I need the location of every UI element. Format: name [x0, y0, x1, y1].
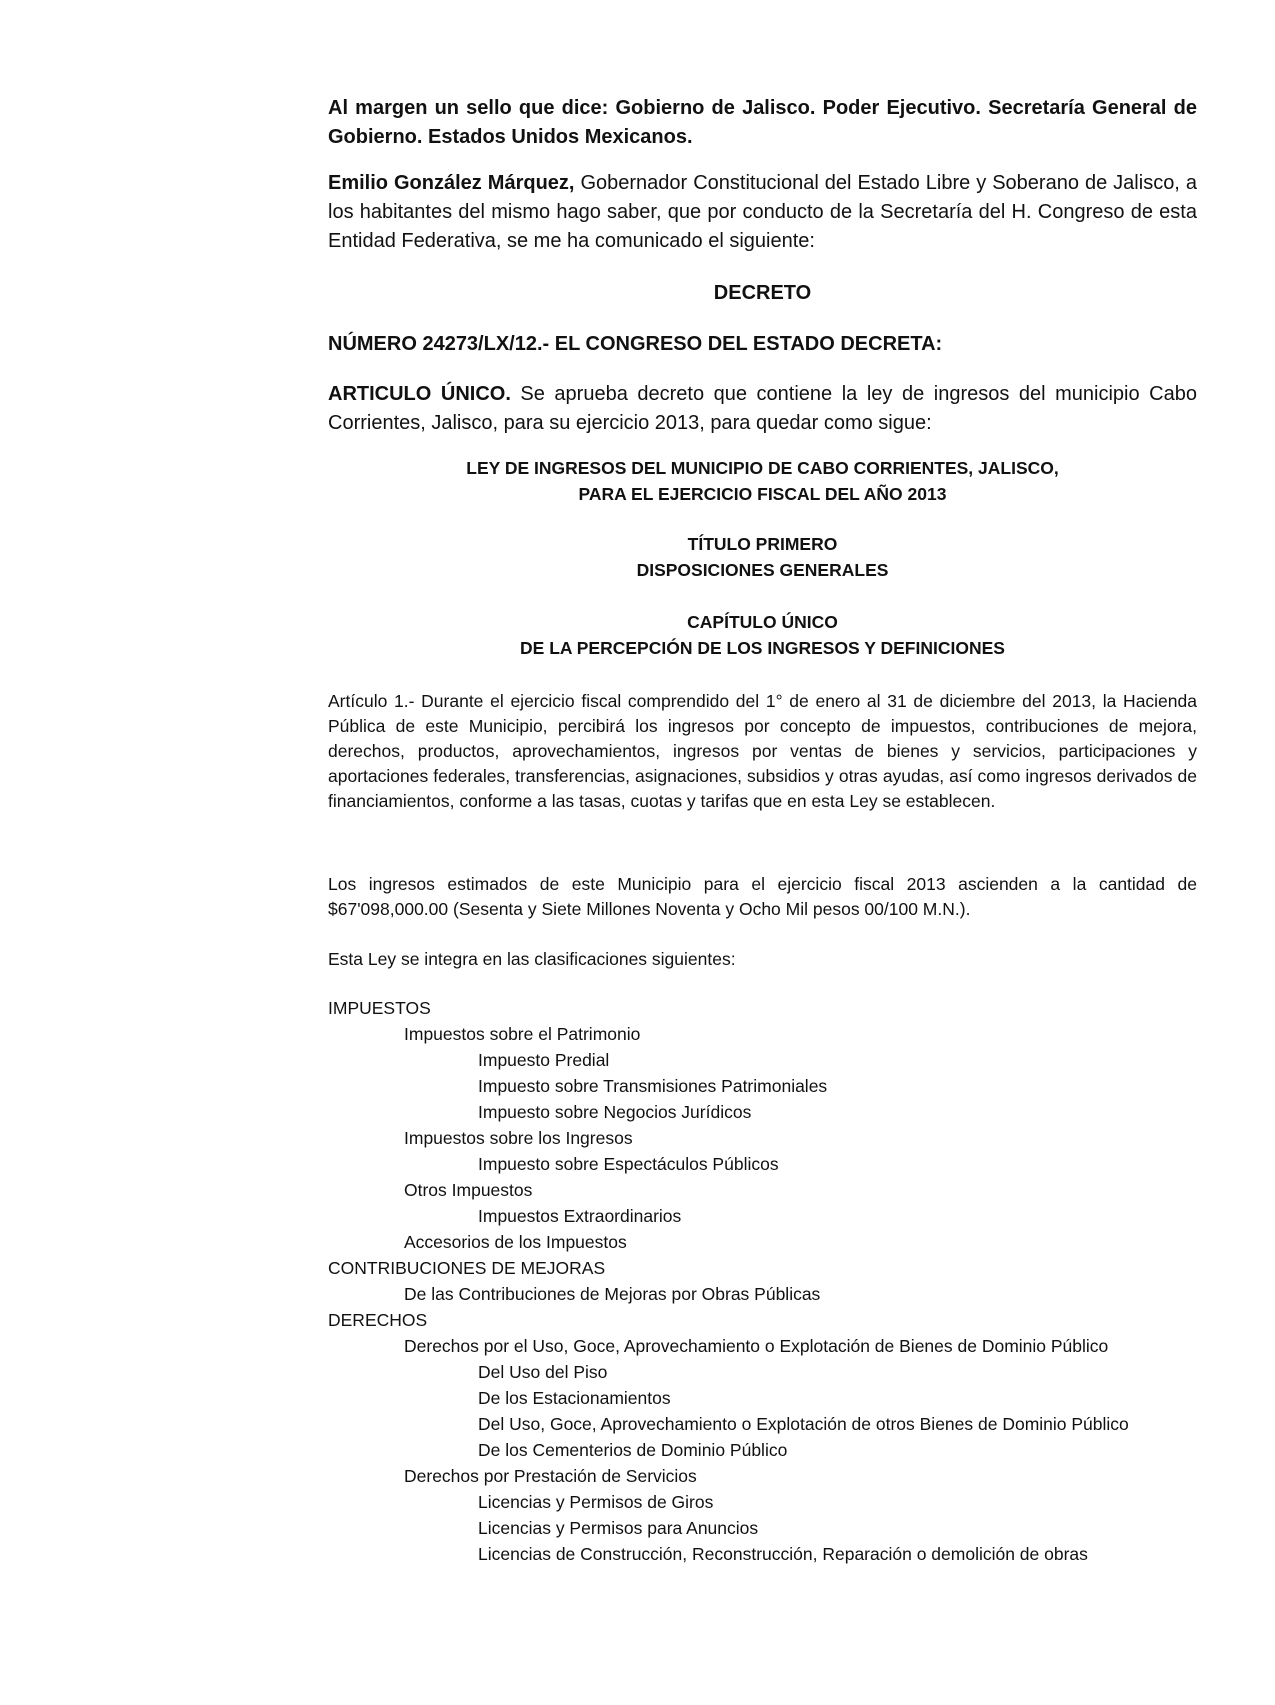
classification-item: Del Uso del Piso	[478, 1362, 608, 1382]
classification-item: De los Estacionamientos	[478, 1388, 671, 1408]
governor-paragraph	[328, 169, 1197, 256]
capitulo-line2: DE LA PERCEPCIÓN DE LOS INGRESOS Y DEFINICIONES	[520, 638, 1005, 658]
classification-item: Impuestos sobre los Ingresos	[404, 1128, 633, 1148]
classification-item: Impuesto sobre Espectáculos Públicos	[478, 1154, 779, 1174]
classification-item: Impuesto Predial	[478, 1050, 610, 1070]
article-unico-label: ARTICULO ÚNICO.	[328, 383, 511, 405]
classification-item: De los Cementerios de Dominio Público	[478, 1440, 788, 1460]
classification-item: Accesorios de los Impuestos	[404, 1232, 627, 1252]
classification-item: Del Uso, Goce, Aprovechamiento o Explotación de otros Bienes de Dominio Público	[478, 1414, 1129, 1434]
titulo-line2: DISPOSICIONES GENERALES	[636, 560, 889, 580]
classification-item: DERECHOS	[328, 1310, 428, 1330]
classification-item: Otros Impuestos	[404, 1180, 533, 1200]
classification-list	[328, 995, 1228, 1567]
capitulo-line1: CAPÍTULO ÚNICO	[687, 612, 838, 632]
classification-item: Impuestos Extraordinarios	[478, 1206, 682, 1226]
titulo-heading	[328, 531, 1197, 583]
classification-item: CONTRIBUCIONES DE MEJORAS	[328, 1258, 606, 1278]
classification-item: Impuestos sobre el Patrimonio	[404, 1024, 641, 1044]
classification-item: De las Contribuciones de Mejoras por Obras Públicas	[404, 1284, 821, 1304]
decree-title: DECRETO	[713, 282, 812, 304]
classification-item: Impuesto sobre Transmisiones Patrimoniales	[478, 1076, 828, 1096]
classifications-intro: Esta Ley se integra en las clasificaciones siguientes:	[328, 949, 736, 969]
article-unico-paragraph	[328, 380, 1197, 438]
law-title	[328, 455, 1197, 507]
classification-item: Derechos por Prestación de Servicios	[404, 1466, 697, 1486]
seal-paragraph: Al margen un sello que dice: Gobierno de Jalisco. Poder Ejecutivo. Secretaría General de Gobierno. Estados Unidos Mexicanos.	[328, 97, 1197, 148]
classification-item: Derechos por el Uso, Goce, Aprovechamiento o Explotación de Bienes de Dominio Público	[404, 1336, 1109, 1356]
estimated-income-paragraph: Los ingresos estimados de este Municipio para el ejercicio fiscal 2013 ascienden a la cantidad de $67'098,000.00 (Sesenta y Siete Millones Noventa y Ocho Mil pesos 00/100 M.N.).	[328, 874, 1197, 919]
titulo-line1: TÍTULO PRIMERO	[687, 534, 838, 554]
classification-item: Impuesto sobre Negocios Jurídicos	[478, 1102, 752, 1122]
capitulo-heading	[328, 609, 1197, 661]
article-1-paragraph: Artículo 1.- Durante el ejercicio fiscal comprendido del 1° de enero al 31 de diciembre del 2013, la Hacienda Pública de este Municipio, percibirá los ingresos por concepto de impuestos, contribuciones de mejora, derechos, productos, aprovechamientos, ingresos por ventas de bienes y servicios, participaciones y aportaciones federales, transferencias, asignaciones, subsidios y otras ayudas, así como ingresos derivados de financiamientos, conforme a las tasas, cuotas y tarifas que en esta Ley se establecen.	[328, 691, 1197, 811]
classification-item: Licencias de Construcción, Reconstrucción, Reparación o demolición de obras	[478, 1544, 1088, 1564]
classification-item: Licencias y Permisos de Giros	[478, 1492, 714, 1512]
article-unico-text: Se aprueba decreto que contiene la ley de ingresos del municipio Cabo Corrientes, Jalisco, para su ejercicio 2013, para quedar como sigue:	[328, 383, 1197, 434]
law-title-line2: PARA EL EJERCICIO FISCAL DEL AÑO 2013	[578, 484, 947, 504]
law-title-line1: LEY DE INGRESOS DEL MUNICIPIO DE CABO CORRIENTES, JALISCO,	[466, 458, 1059, 478]
classification-item: Licencias y Permisos para Anuncios	[478, 1518, 759, 1538]
governor-name: Emilio González Márquez,	[328, 172, 575, 194]
classification-item: IMPUESTOS	[328, 998, 431, 1018]
decree-number: NÚMERO 24273/LX/12.- EL CONGRESO DEL ESTADO DECRETA:	[328, 333, 943, 355]
governor-text: Gobernador Constitucional del Estado Libre y Soberano de Jalisco, a los habitantes del mismo hago saber, que por conducto de la Secretaría del H. Congreso de esta Entidad Federativa, se me ha comunicado el siguiente:	[328, 172, 1197, 252]
